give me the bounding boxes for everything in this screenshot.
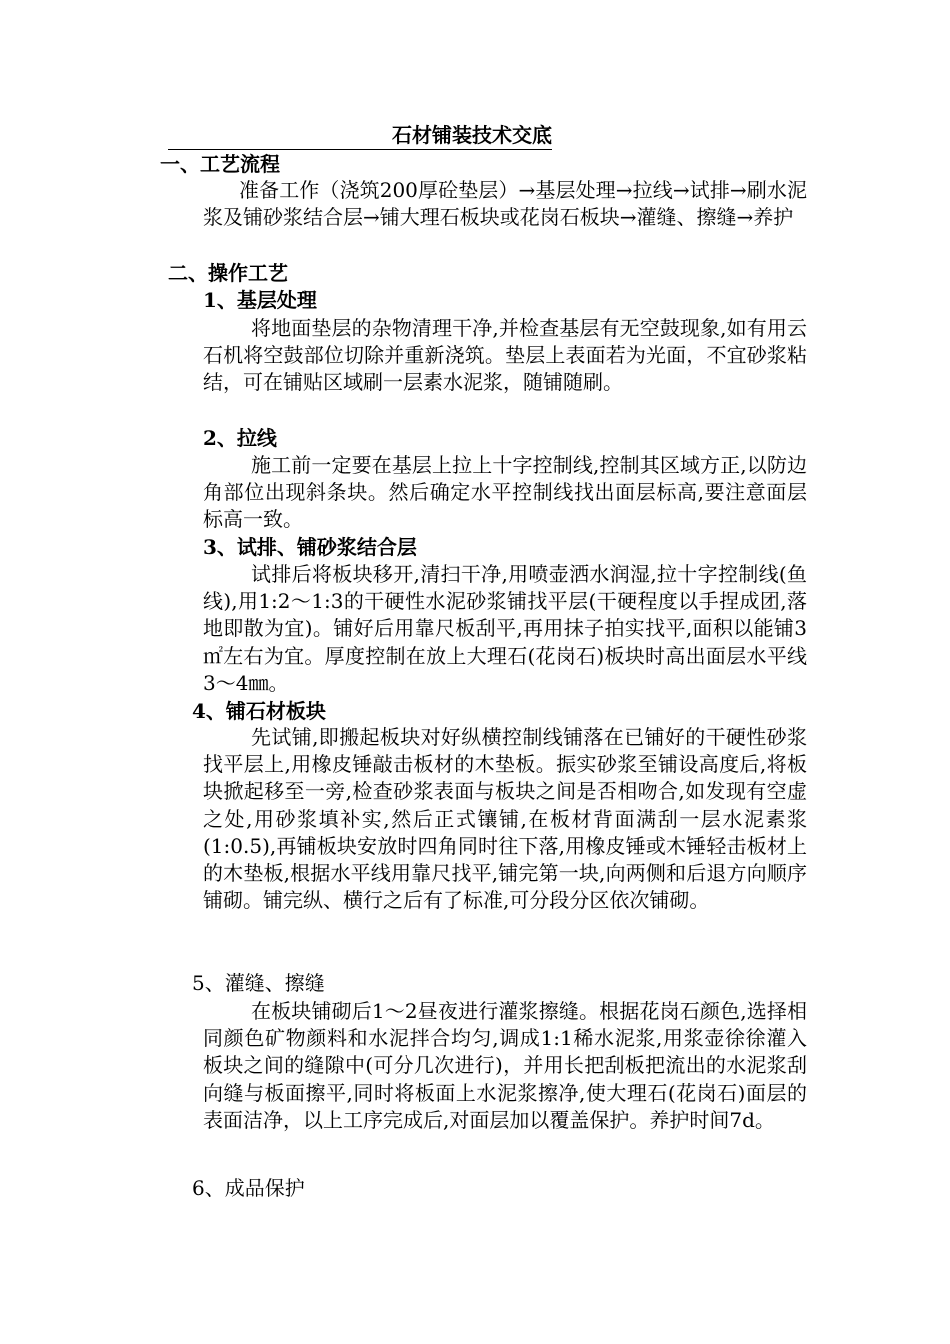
subsection-heading-trial-layout: 3、试排、铺砂浆结合层 (203, 535, 417, 559)
grouting-paragraph: 在板块铺砌后1～2昼夜进行灌浆擦缝。根据花岗石颜色,选择相同颜色矿物颜料和水泥拌合均匀,调成1:1稀水泥浆,用浆壶徐徐灌入板块之间的缝隙中(可分几次进行)，并用长把刮板把流出的水泥浆刮向缝与板面擦平,同时将板面上水泥浆擦净,使大理石(花岗石)面层的表面洁净，以上工序完成后,对面层加以覆盖保护。养护时间7d。 (203, 999, 807, 1132)
trial-layout-paragraph: 试排后将板块移开,清扫干净,用喷壶洒水润湿,拉十字控制线(鱼线),用1:2～1:3的干硬性水泥砂浆铺找平层(干硬程度以手捏成团,落地即散为宜)。铺好后用靠尺板刮平,再用抹子拍实找平,面积以能铺3㎡左右为宜。厚度控制在放上大理石(花岗石)板块时高出面层水平线3～4㎜。 (203, 562, 807, 695)
page-title: 石材铺装技术交底 (392, 123, 552, 147)
string-line-paragraph: 施工前一定要在基层上拉上十字控制线,控制其区域方正,以防边角部位出现斜条块。然后确定水平控制线找出面层标高,要注意面层标高一致。 (203, 453, 807, 532)
section-heading-process-flow: 一、工艺流程 (160, 152, 280, 176)
subsection-heading-grouting: 5、灌缝、擦缝 (192, 971, 325, 995)
subsection-heading-string-line: 2、拉线 (203, 426, 277, 450)
process-flow-paragraph: 准备工作（浇筑200厚砼垫层）→基层处理→拉线→试排→刷水泥浆及铺砂浆结合层→铺大理石板块或花岗石板块→灌缝、擦缝→养护 (203, 178, 807, 229)
subsection-heading-stone-laying: 4、铺石材板块 (192, 699, 326, 723)
subsection-heading-product-protection: 6、成品保护 (192, 1176, 305, 1200)
section-heading-operation: 二、操作工艺 (168, 261, 288, 285)
base-treatment-paragraph: 将地面垫层的杂物清理干净,并检查基层有无空鼓现象,如有用云石机将空鼓部位切除并重新浇筑。垫层上表面若为光面，不宜砂浆粘结，可在铺贴区域刷一层素水泥浆，随铺随刷。 (203, 316, 807, 395)
subsection-heading-base-treatment: 1、基层处理 (203, 288, 317, 312)
title-underline (168, 121, 552, 150)
stone-laying-paragraph: 先试铺,即搬起板块对好纵横控制线铺落在已铺好的干硬性砂浆找平层上,用橡皮锤敲击板材的木垫板。振实砂浆至铺设高度后,将板块掀起移至一旁,检查砂浆表面与板块之间是否相吻合,如发现有空虚之处,用砂浆填补实,然后正式镶铺,在板材背面满刮一层水泥素浆(1:0.5),再铺板块安放时四角同时往下落,用橡皮锤或木锤轻击板材上的木垫板,根据水平线用靠尺找平,铺完第一块,向两侧和后退方向顺序铺砌。铺完纵、横行之后有了标准,可分段分区依次铺砌。 (203, 725, 807, 913)
